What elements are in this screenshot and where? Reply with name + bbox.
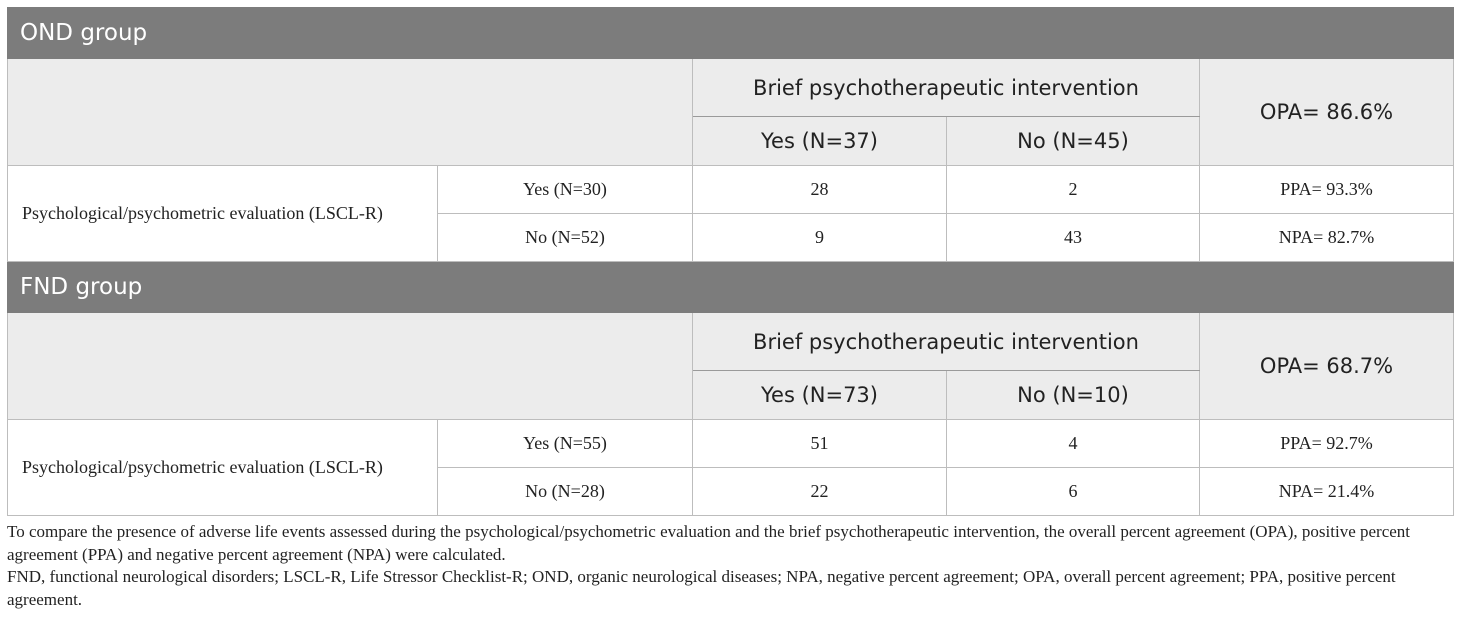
intervention-yes-header: Yes (N=73) <box>693 371 947 420</box>
cell-no-yes: 22 <box>693 468 947 516</box>
header-blank-cell <box>8 313 693 420</box>
evaluation-yes-label: Yes (N=55) <box>438 420 693 468</box>
evaluation-yes-label: Yes (N=30) <box>438 166 693 214</box>
ppa-value: PPA= 92.7% <box>1200 420 1454 468</box>
npa-value: NPA= 82.7% <box>1200 214 1454 262</box>
agreement-table-container <box>7 7 1453 516</box>
cell-no-no: 43 <box>947 214 1200 262</box>
intervention-no-header: No (N=45) <box>947 117 1200 166</box>
column-header-row <box>8 313 1454 371</box>
evaluation-no-label: No (N=52) <box>438 214 693 262</box>
opa-value: OPA= 68.7% <box>1200 313 1454 420</box>
evaluation-row-label: Psychological/psychometric evaluation (LSCL-R) <box>8 420 438 516</box>
intervention-header: Brief psychotherapeutic intervention <box>693 59 1200 117</box>
intervention-no-header: No (N=10) <box>947 371 1200 420</box>
group-header-row <box>8 8 1454 59</box>
opa-value: OPA= 86.6% <box>1200 59 1454 166</box>
group-title: FND group <box>8 262 1454 313</box>
intervention-header: Brief psychotherapeutic intervention <box>693 313 1200 371</box>
cell-yes-no: 2 <box>947 166 1200 214</box>
header-blank-cell <box>8 59 693 166</box>
ppa-value: PPA= 93.3% <box>1200 166 1454 214</box>
cell-yes-yes: 28 <box>693 166 947 214</box>
evaluation-row-label: Psychological/psychometric evaluation (LSCL-R) <box>8 166 438 262</box>
footnote-method: To compare the presence of adverse life events assessed during the psychological/psychometric evaluation and the brief psychotherapeutic intervention, the overall percent agreement (OPA), positive percent agreement (PPA) and negative percent agreement (NPA) were calculated. <box>7 522 1411 564</box>
cell-no-yes: 9 <box>693 214 947 262</box>
table-row <box>8 166 1454 214</box>
agreement-table <box>7 7 1454 516</box>
npa-value: NPA= 21.4% <box>1200 468 1454 516</box>
group-title: OND group <box>8 8 1454 59</box>
evaluation-no-label: No (N=28) <box>438 468 693 516</box>
group-header-row <box>8 262 1454 313</box>
footnote-abbreviations: FND, functional neurological disorders; LSCL-R, Life Stressor Checklist-R; OND, organic neurological diseases; NPA, negative percent agreement; OPA, overall percent agreement; PPA, positive percent agreement. <box>7 567 1396 609</box>
intervention-yes-header: Yes (N=37) <box>693 117 947 166</box>
cell-yes-yes: 51 <box>693 420 947 468</box>
cell-no-no: 6 <box>947 468 1200 516</box>
column-header-row <box>8 59 1454 117</box>
cell-yes-no: 4 <box>947 420 1200 468</box>
table-row <box>8 420 1454 468</box>
table-footnotes <box>7 521 1453 611</box>
